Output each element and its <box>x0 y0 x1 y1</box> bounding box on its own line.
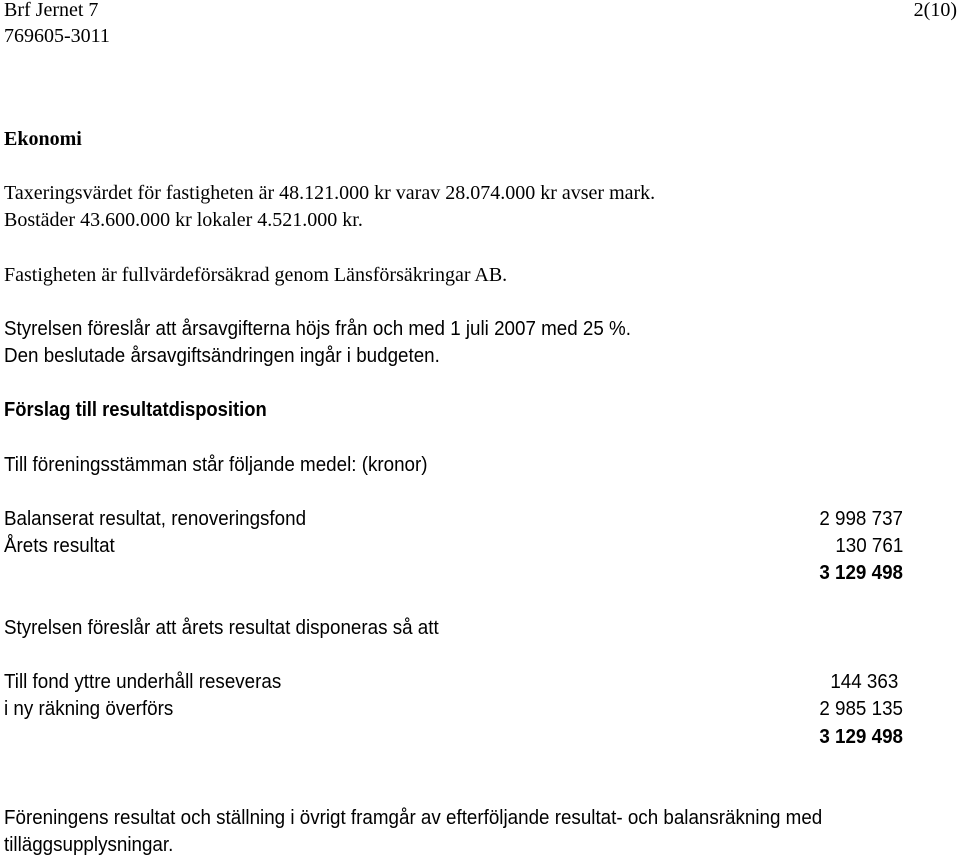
fund-row-label: Årets resultat <box>4 535 115 557</box>
insurance-statement: Fastigheten är fullvärdeförsäkrad genom Länsförsäkringar AB. <box>4 264 508 286</box>
allocation-row-value: 2 985 135 <box>819 698 903 720</box>
section-heading-disposition: Förslag till resultatdisposition <box>4 399 267 421</box>
fee-increase-line-2: Den beslutade årsavgiftsändringen ingår i budgeten. <box>4 345 440 367</box>
fund-row-label: Balanserat resultat, renoveringsfond <box>4 508 307 530</box>
funds-total: 3 129 498 <box>819 562 903 584</box>
allocation-row-label: i ny räkning överförs <box>4 698 174 720</box>
allocation-row-label: Till fond yttre underhåll reseveras <box>4 671 282 693</box>
allocations-total: 3 129 498 <box>819 726 903 748</box>
tax-value-line-2: Bostäder 43.600.000 kr lokaler 4.521.000 kr. <box>4 209 363 231</box>
disposition-intro: Till föreningsstämman står följande medel: (kronor) <box>4 454 428 476</box>
organization-number: 769605-3011 <box>4 25 110 47</box>
page-number: 2(10) <box>913 0 957 21</box>
disposition-proposal: Styrelsen föreslår att årets resultat disponeras så att <box>4 617 439 639</box>
fee-increase-line-1: Styrelsen föreslår att årsavgifterna höjs från och med 1 juli 2007 med 25 %. <box>4 318 631 340</box>
tax-value-line-1: Taxeringsvärdet för fastigheten är 48.121.000 kr varav 28.074.000 kr avser mark. <box>4 182 656 204</box>
closing-line-1: Föreningens resultat och ställning i övrigt framgår av efterföljande resultat- och balansräkning med <box>4 807 823 829</box>
fund-row-value: 130 761 <box>835 535 903 557</box>
allocation-row-value: 144 363 <box>830 671 898 693</box>
closing-line-2: tilläggsupplysningar. <box>4 834 174 856</box>
section-heading-ekonomi: Ekonomi <box>4 128 82 150</box>
fund-row-value: 2 998 737 <box>819 508 903 530</box>
organization-name: Brf Jernet 7 <box>4 0 99 21</box>
